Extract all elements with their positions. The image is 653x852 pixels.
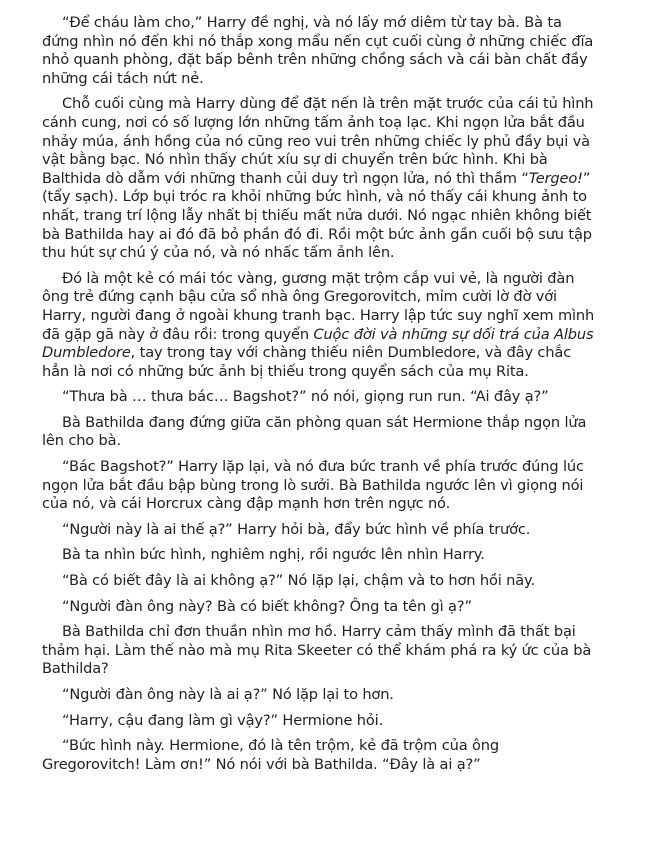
paragraph-text: “Để cháu làm cho,” Harry đề nghị, và nó lấy mớ diêm từ tay bà. Bà ta đứng nhìn nó đến khi nó thắp xong mẩu nến cụt cuối cùng ở những chiếc đĩa nhỏ quanh phòng, đặt bấp bênh trên những chồng sách và cái bàn chất đầy những cái tách nứt nẻ. — [42, 14, 594, 87]
paragraph-text: “Bức hình này. Hermione, đó là tên trộm, kẻ đã trộm của ông Gregorovitch! Làm ơn!” Nó nói với bà Bathilda. “Đây là ai ạ?” — [42, 737, 499, 773]
paragraph-text: “Harry, cậu đang làm gì vậy?” Hermione hỏi. — [62, 711, 384, 729]
paragraph-10 — [42, 598, 598, 617]
paragraph-12 — [42, 686, 598, 705]
paragraph-4 — [42, 388, 598, 407]
spell-word-italic: Tergeo! — [528, 169, 583, 187]
book-title-italic: Cuộc đời và những sự dối trá của Albus Dumbledore — [42, 325, 594, 362]
paragraph-text: Bà ta nhìn bức hình, nghiêm nghị, rồi ngước lên nhìn Harry. — [62, 546, 485, 564]
paragraph-9 — [42, 572, 598, 591]
paragraph-text: , tay trong tay với chàng thiếu niên Dumbledore, và đây chắc hẳn là nơi có những bức ảnh bị thiếu trong quyển sách của mụ Rita. — [42, 344, 572, 380]
paragraph-text: Đó là một kẻ có mái tóc vàng, gương mặt trộm cắp vui vẻ, là người đàn ông trẻ đứng cạnh bậu cửa sổ nhà ông Gregorovitch, mỉm cười lờ đờ với Harry, người đang ở ngoài khung tranh bạc. Harry lập tức suy nghĩ xem mình đã gặp gã này ở đâu rồi: trong quyển — [42, 269, 595, 343]
paragraph-text: ” (tẩy sạch). Lớp bụi tróc ra khỏi những bức hình, và nó thấy cái khung ảnh to nhất, trang trí lộng lẫy nhất bị thiếu mất nửa dưới. Nó ngạc nhiên không biết bà Bathilda hay ai đó đã bỏ phần đó đi. Rồi một bức ảnh gần cuối bộ sưu tập thu hút sự chú ý của nó, và nó nhấc tấm ảnh lên. — [42, 169, 592, 262]
paragraph-13 — [42, 712, 598, 731]
paragraph-text: Bà Bathilda đang đứng giữa căn phòng quan sát Hermione thắp ngọn lửa lên cho bà. — [42, 413, 587, 450]
paragraph-2 — [42, 95, 598, 262]
paragraph-8 — [42, 546, 598, 565]
paragraph-text: “Người đàn ông này là ai ạ?” Nó lặp lại to hơn. — [62, 686, 394, 703]
paragraph-3 — [42, 270, 598, 382]
paragraph-5 — [42, 414, 598, 451]
paragraph-text: “Thưa bà … thưa bác… Bagshot?” nó nói, giọng run run. “Ai đây ạ?” — [62, 388, 549, 406]
paragraph-text: Chỗ cuối cùng mà Harry dùng để đặt nến là trên mặt trước của cái tủ hình cánh cung, nơi có số lượng lớn những tấm ảnh toạ lạc. Khi ngọn lửa bắt đầu nhảy múa, ánh hồng của nó cũng reo vui trên những chiếc ly phủ đầy bụi và vật bằng bạc. Nó nhìn thấy chút xíu sự di chuyển trên bức hình. Khi bà Balthida dò dẫm với những thanh củi duy trì ngọn lửa, nó thì thầm “ — [42, 95, 594, 187]
paragraph-6 — [42, 458, 598, 514]
paragraph-11 — [42, 623, 598, 679]
paragraph-14 — [42, 737, 598, 774]
paragraph-text: “Người này là ai thế ạ?” Harry hỏi bà, đẩy bức hình về phía trước. — [62, 520, 531, 538]
paragraph-7 — [42, 521, 598, 540]
document-page — [42, 14, 598, 781]
paragraph-text: “Bà có biết đây là ai không ạ?” Nó lặp lại, chậm và to hơn hồi nãy. — [62, 572, 535, 590]
paragraph-text: “Bác Bagshot?” Harry lặp lại, và nó đưa bức tranh về phía trước đúng lúc ngọn lửa bắt đầu bập bùng trong lò sưởi. Bà Bathilda ngước lên vì giọng nói của nó, và cái Horcrux càng đập mạnh hơn trên ngực nó. — [42, 458, 584, 513]
paragraph-1 — [42, 14, 598, 88]
paragraph-text: “Người đàn ông này? Bà có biết không? Ông ta tên gì ạ?” — [62, 597, 472, 615]
paragraph-text: Bà Bathilda chỉ đơn thuần nhìn mơ hồ. Harry cảm thấy mình đã thất bại thảm hại. Làm thế nào mà mụ Rita Skeeter có thể khám phá ra ký ức của bà Bathilda? — [42, 623, 592, 678]
